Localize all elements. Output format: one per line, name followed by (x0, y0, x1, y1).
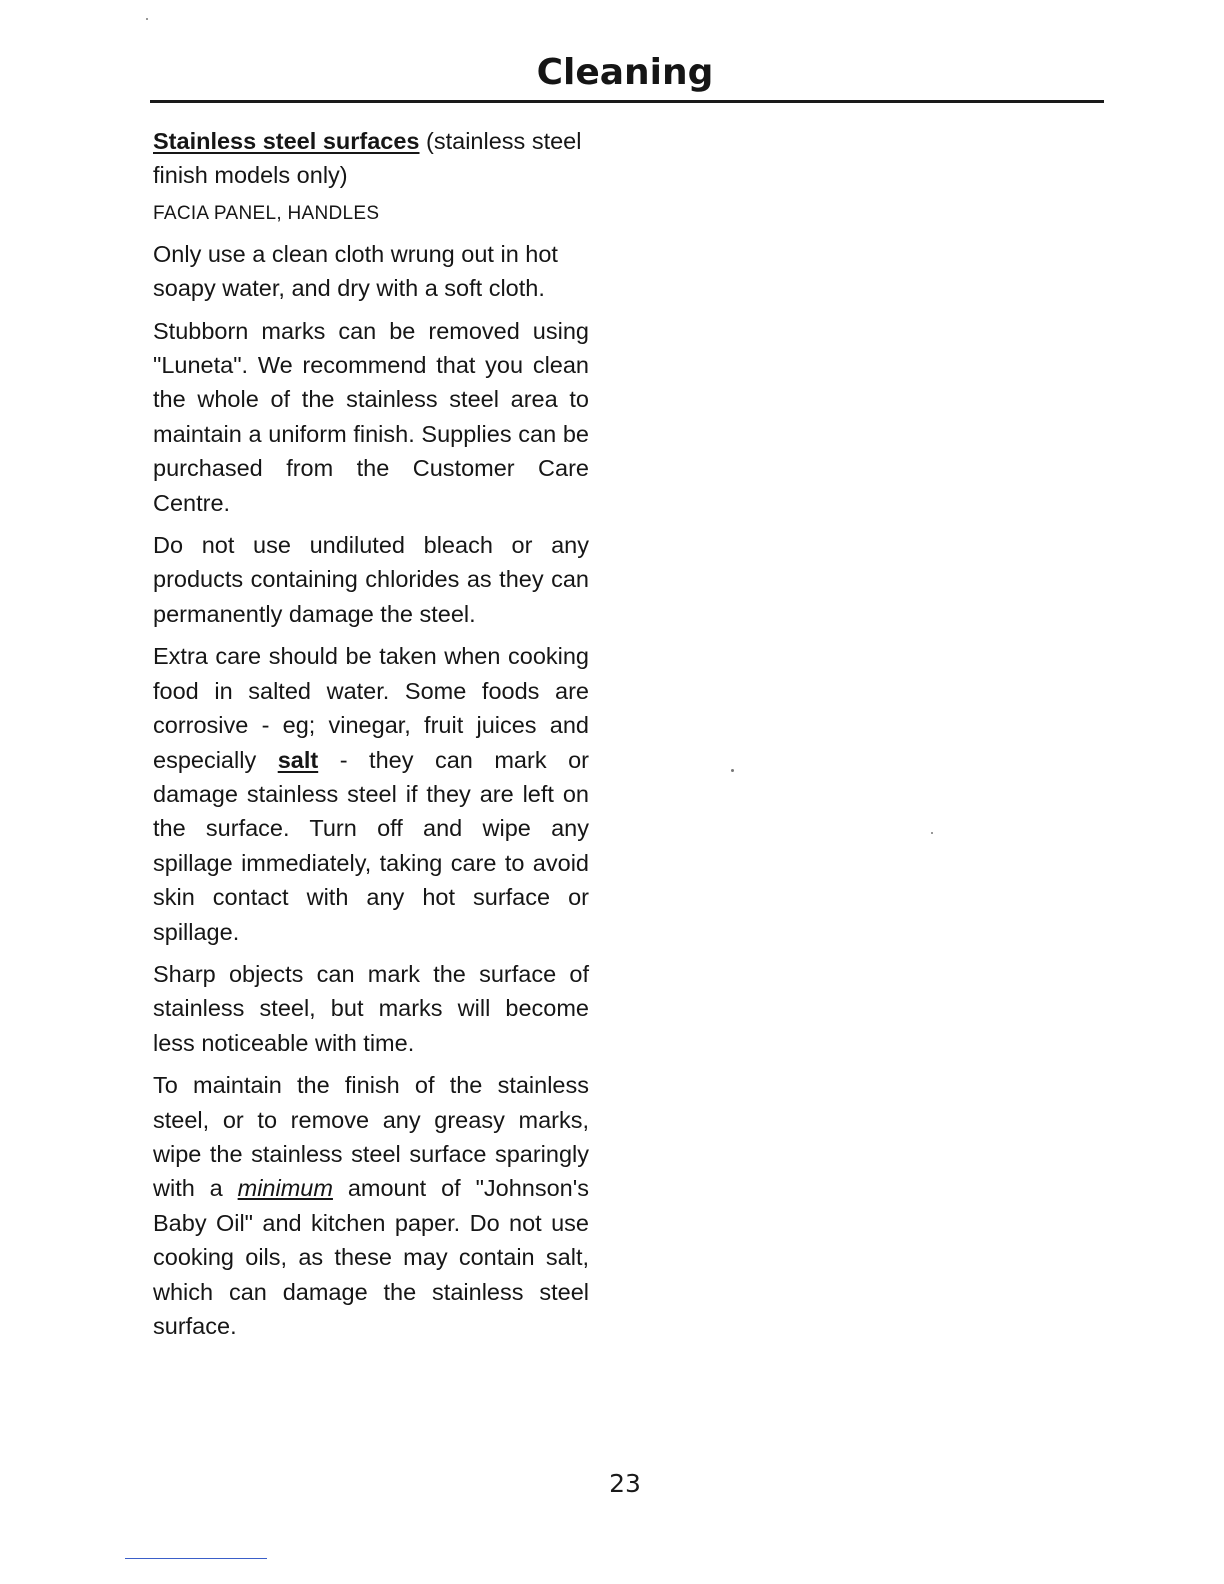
subheading: FACIA PANEL, HANDLES (153, 202, 380, 224)
title-divider (150, 100, 1104, 103)
salt-emphasis: salt (277, 746, 319, 773)
section-heading-suffix: (stainless steel finish models only) (153, 128, 582, 189)
page-number: 23 (609, 1469, 641, 1498)
paragraph-6-end: amount of "Johnson's Baby Oil" and kitchen paper. Do not use cooking oils, as these may contain salt, which can damage the stainless steel surface. (153, 1175, 589, 1339)
paragraph-6-start: To maintain the finish of the stainless steel, or to remove any greasy marks, wipe the stainless steel surface sparingly with a (153, 1072, 589, 1202)
section-heading: Stainless steel surfaces (153, 128, 420, 154)
page-title: Cleaning (536, 52, 714, 93)
paragraph-3: Do not use undiluted bleach or any products containing chlorides as they can permanently damage the steel. (153, 532, 589, 627)
content-column (153, 124, 589, 1351)
paragraph-5: Sharp objects can mark the surface of stainless steel, but marks will become less noticeable with time. (153, 960, 589, 1056)
section-intro (153, 124, 589, 193)
paragraph-6 (153, 1068, 589, 1343)
scan-speck (931, 832, 933, 834)
footer-rule (125, 1558, 267, 1559)
paragraph-4 (153, 639, 589, 949)
minimum-emphasis: minimum (237, 1175, 333, 1202)
paragraph-4-start: Extra care should be taken when cooking food in salted water. Some foods are corrosive - eg; vinegar, fruit juices and especially (153, 643, 589, 773)
scan-speck (146, 18, 148, 20)
paragraph-4-end: - they can mark or damage stainless steel if they are left on the surface. Turn off and wipe any spillage immediately, taking care to avoid skin contact with any hot surface or spillage. (153, 746, 589, 945)
paragraph-1: Only use a clean cloth wrung out in hot soapy water, and dry with a soft cloth. (153, 240, 558, 302)
paragraph-2: Stubborn marks can be removed using "Luneta". We recommend that you clean the whole of the stainless steel area to maintain a uniform finish. Supplies can be purchased from the Customer Care Centre. (153, 317, 589, 516)
scan-speck (731, 769, 734, 772)
